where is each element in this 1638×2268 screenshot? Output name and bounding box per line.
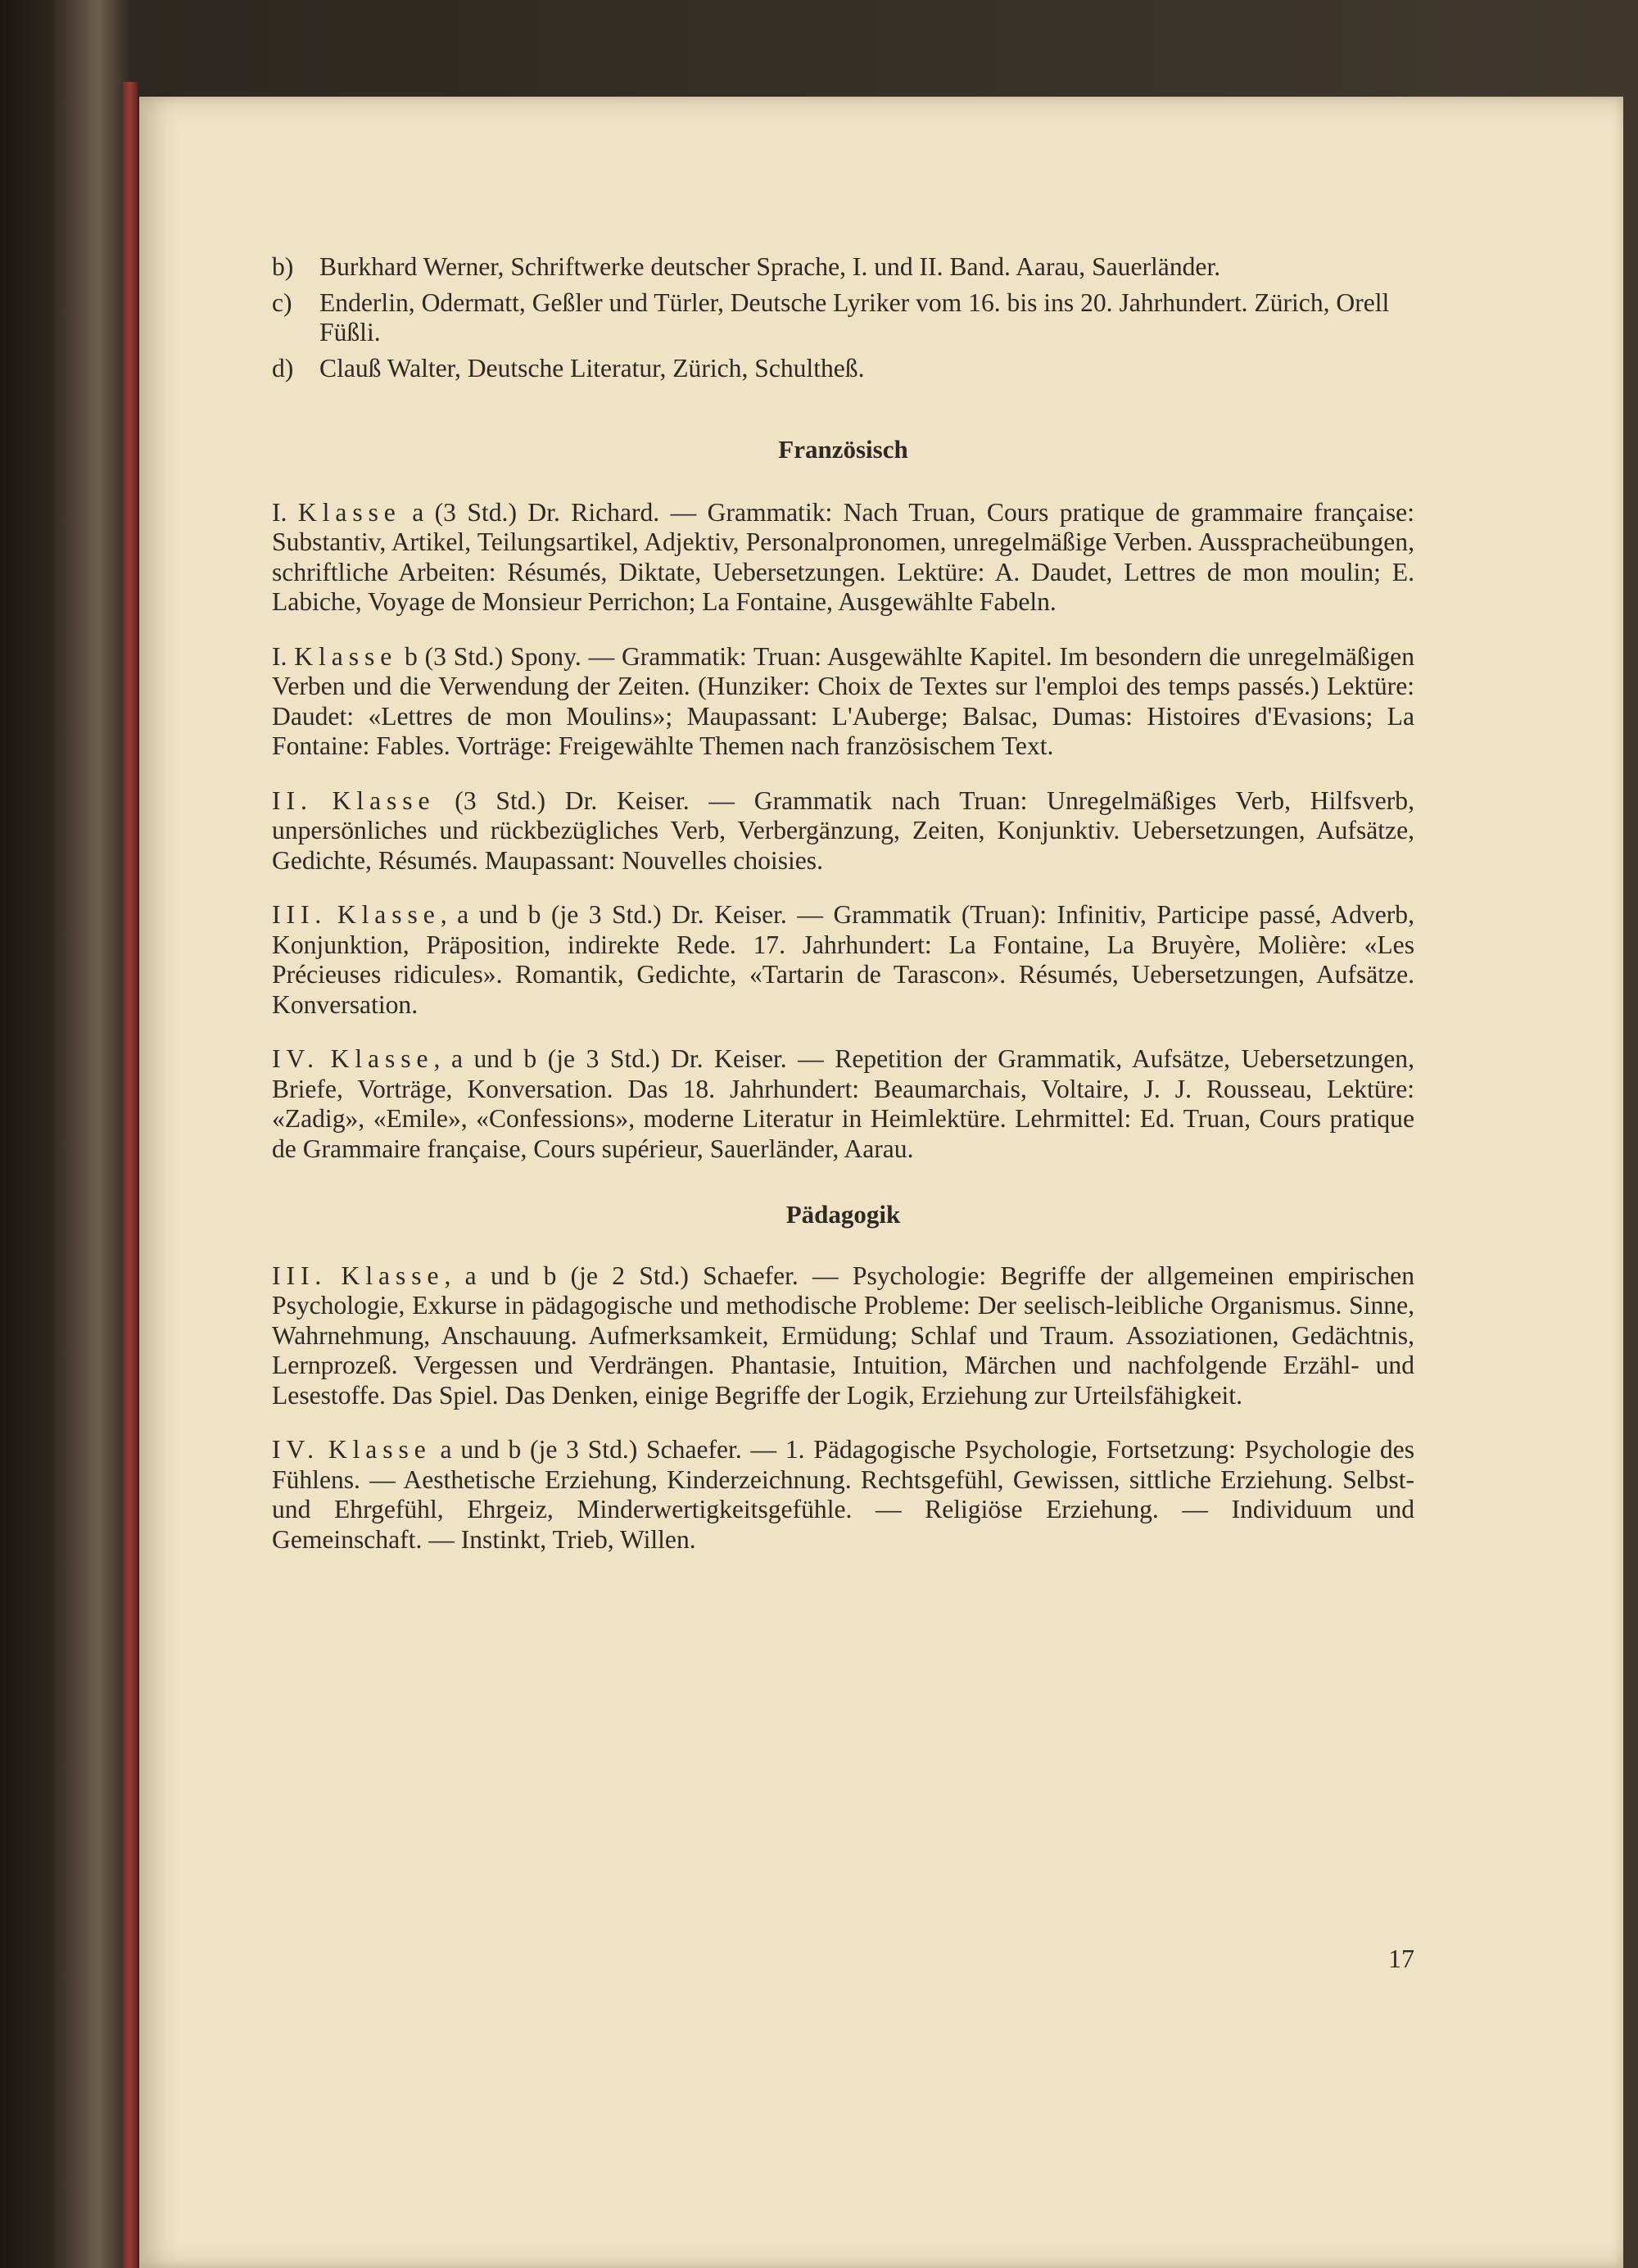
class-entry <box>272 786 1414 876</box>
list-text: Burkhard Werner, Schriftwerke deutscher Sprache, I. und II. Band. Aarau, Sauerländer. <box>319 252 1221 281</box>
class-entry <box>272 900 1414 1020</box>
klasse-label: Klasse <box>294 641 398 671</box>
page-number: 17 <box>1388 1944 1414 1973</box>
klasse-label: Klasse <box>341 1261 445 1290</box>
book-binding <box>123 82 138 2268</box>
klasse-label: Klasse <box>328 1435 432 1464</box>
list-text: Clauß Walter, Deutsche Literatur, Zürich, Schultheß. <box>319 353 865 383</box>
class-number: I. <box>272 641 287 671</box>
class-number: IV. <box>272 1435 320 1464</box>
class-entry <box>272 1261 1414 1411</box>
class-number: I. <box>272 497 287 527</box>
class-details: a (3 Std.) Dr. Richard. — Grammatik: Nach Truan, Cours pratique de grammaire française: Substantiv, Artikel, Teilungsartikel, Adjektiv, Personalpronomen, unregelmäßige Verben. Ausspracheübungen, schriftliche Arbeiten: Résumés, Diktate, Uebersetzungen. Lektüre: A. Daudet, Lettres de mon moulin; E. Labiche, Voyage de Monsieur Perrichon; La Fontaine, Ausgewählte Fabeln. <box>272 497 1414 616</box>
class-details: (3 Std.) Dr. Keiser. — Grammatik nach Truan: Unregelmäßiges Verb, Hilfsverb, unpersönliches und rückbezügliches Verb, Verbergänzung, Zeiten, Konjunktiv. Uebersetzungen, Aufsätze, Gedichte, Résumés. Maupassant: Nouvelles choisies. <box>272 785 1414 875</box>
list-label: c) <box>272 287 292 317</box>
klasse-label: Klasse <box>297 497 401 527</box>
list-item <box>272 252 1414 283</box>
class-number: II. <box>272 785 313 815</box>
class-number: III. <box>272 900 328 929</box>
list-label: b) <box>272 252 294 281</box>
list-text: Enderlin, Odermatt, Geßler und Türler, Deutsche Lyriker vom 16. bis ins 20. Jahrhundert. Zürich, Orell Füßli. <box>319 287 1390 346</box>
class-number: III. <box>272 1261 328 1290</box>
list-item <box>272 288 1414 348</box>
class-entry <box>272 1044 1414 1164</box>
class-details: a und b (je 3 Std.) Schaefer. — 1. Pädagogische Psychologie, Fortsetzung: Psychologie des Fühlens. — Aesthetische Erziehung, Kinderzeichnung. Rechtsgefühl, Gewissen, sittliche Erziehung. Selbst- und Ehrgefühl, Ehrgeiz, Minderwertigkeitsgefühle. — Religiöse Erziehung. — Individuum und Gemeinschaft. — Instinkt, Trieb, Willen. <box>272 1435 1414 1554</box>
page-text <box>272 252 1414 1555</box>
klasse-label: Klasse <box>332 785 436 815</box>
class-entry <box>272 642 1414 762</box>
section-heading-paedagogik: Pädagogik <box>785 1200 901 1229</box>
book-page <box>139 97 1623 2268</box>
literature-list <box>272 252 1414 383</box>
list-item <box>272 354 1414 384</box>
class-details: b (3 Std.) Spony. — Grammatik: Truan: Ausgewählte Kapitel. Im besondern die unregelmäßigen Verben und die Verwendung der Zeiten. (Hunziker: Choix de Textes sur l'emploi des temps passés.) Lektüre: Daudet: «Lettres de mon Moulins»; Maupassant: L'Auberge; Balsac, Dumas: Histoires d'Evasions; La Fontaine: Fables. Vorträge: Freigewählte Themen nach französischem Text. <box>272 641 1415 760</box>
class-entry <box>272 498 1414 618</box>
class-entry <box>272 1435 1414 1555</box>
class-details: , a und b (je 3 Std.) Dr. Keiser. — Grammatik (Truan): Infinitiv, Participe passé, Adverb, Konjunktion, Präposition, indirekte Rede. 17. Jahrhundert: La Fontaine, La Bruyère, Molière: «Les Précieuses ridicules». Romantik, Gedichte, «Tartarin de Tarascon». Résumés, Uebersetzungen, Aufsätze. Konversation. <box>272 900 1414 1019</box>
klasse-label: Klasse <box>337 900 441 929</box>
class-details: , a und b (je 3 Std.) Dr. Keiser. — Repetition der Grammatik, Aufsätze, Uebersetzungen, Briefe, Vorträge, Konversation. Das 18. Jahrhundert: Beaumarchais, Voltaire, J. J. Rousseau, Lektüre: «Zadig», «Emile», «Confessions», moderne Literatur in Heimlektüre. Lehrmittel: Ed. Truan, Cours pratique de Grammaire française, Cours supérieur, Sauerländer, Aarau. <box>272 1044 1414 1163</box>
klasse-label: Klasse <box>330 1044 434 1073</box>
class-details: , a und b (je 2 Std.) Schaefer. — Psychologie: Begriffe der allgemeinen empirischen Psychologie, Exkurse in pädagogische und methodische Probleme: Der seelisch-leibliche Organismus. Sinne, Wahrnehmung, Anschauung. Aufmerksamkeit, Ermüdung; Schlaf und Traum. Assoziationen, Gedächtnis, Lernprozeß. Vergessen und Verdrängen. Phantasie, Intuition, Märchen und nachfolgende Erzähl- und Lesestoffe. Das Spiel. Das Denken, einige Begriffe der Logik, Erziehung zur Urteilsfähigkeit. <box>272 1261 1414 1410</box>
class-number: IV. <box>272 1044 320 1073</box>
section-heading-franzoesisch: Französisch <box>778 435 908 464</box>
list-label: d) <box>272 353 294 383</box>
